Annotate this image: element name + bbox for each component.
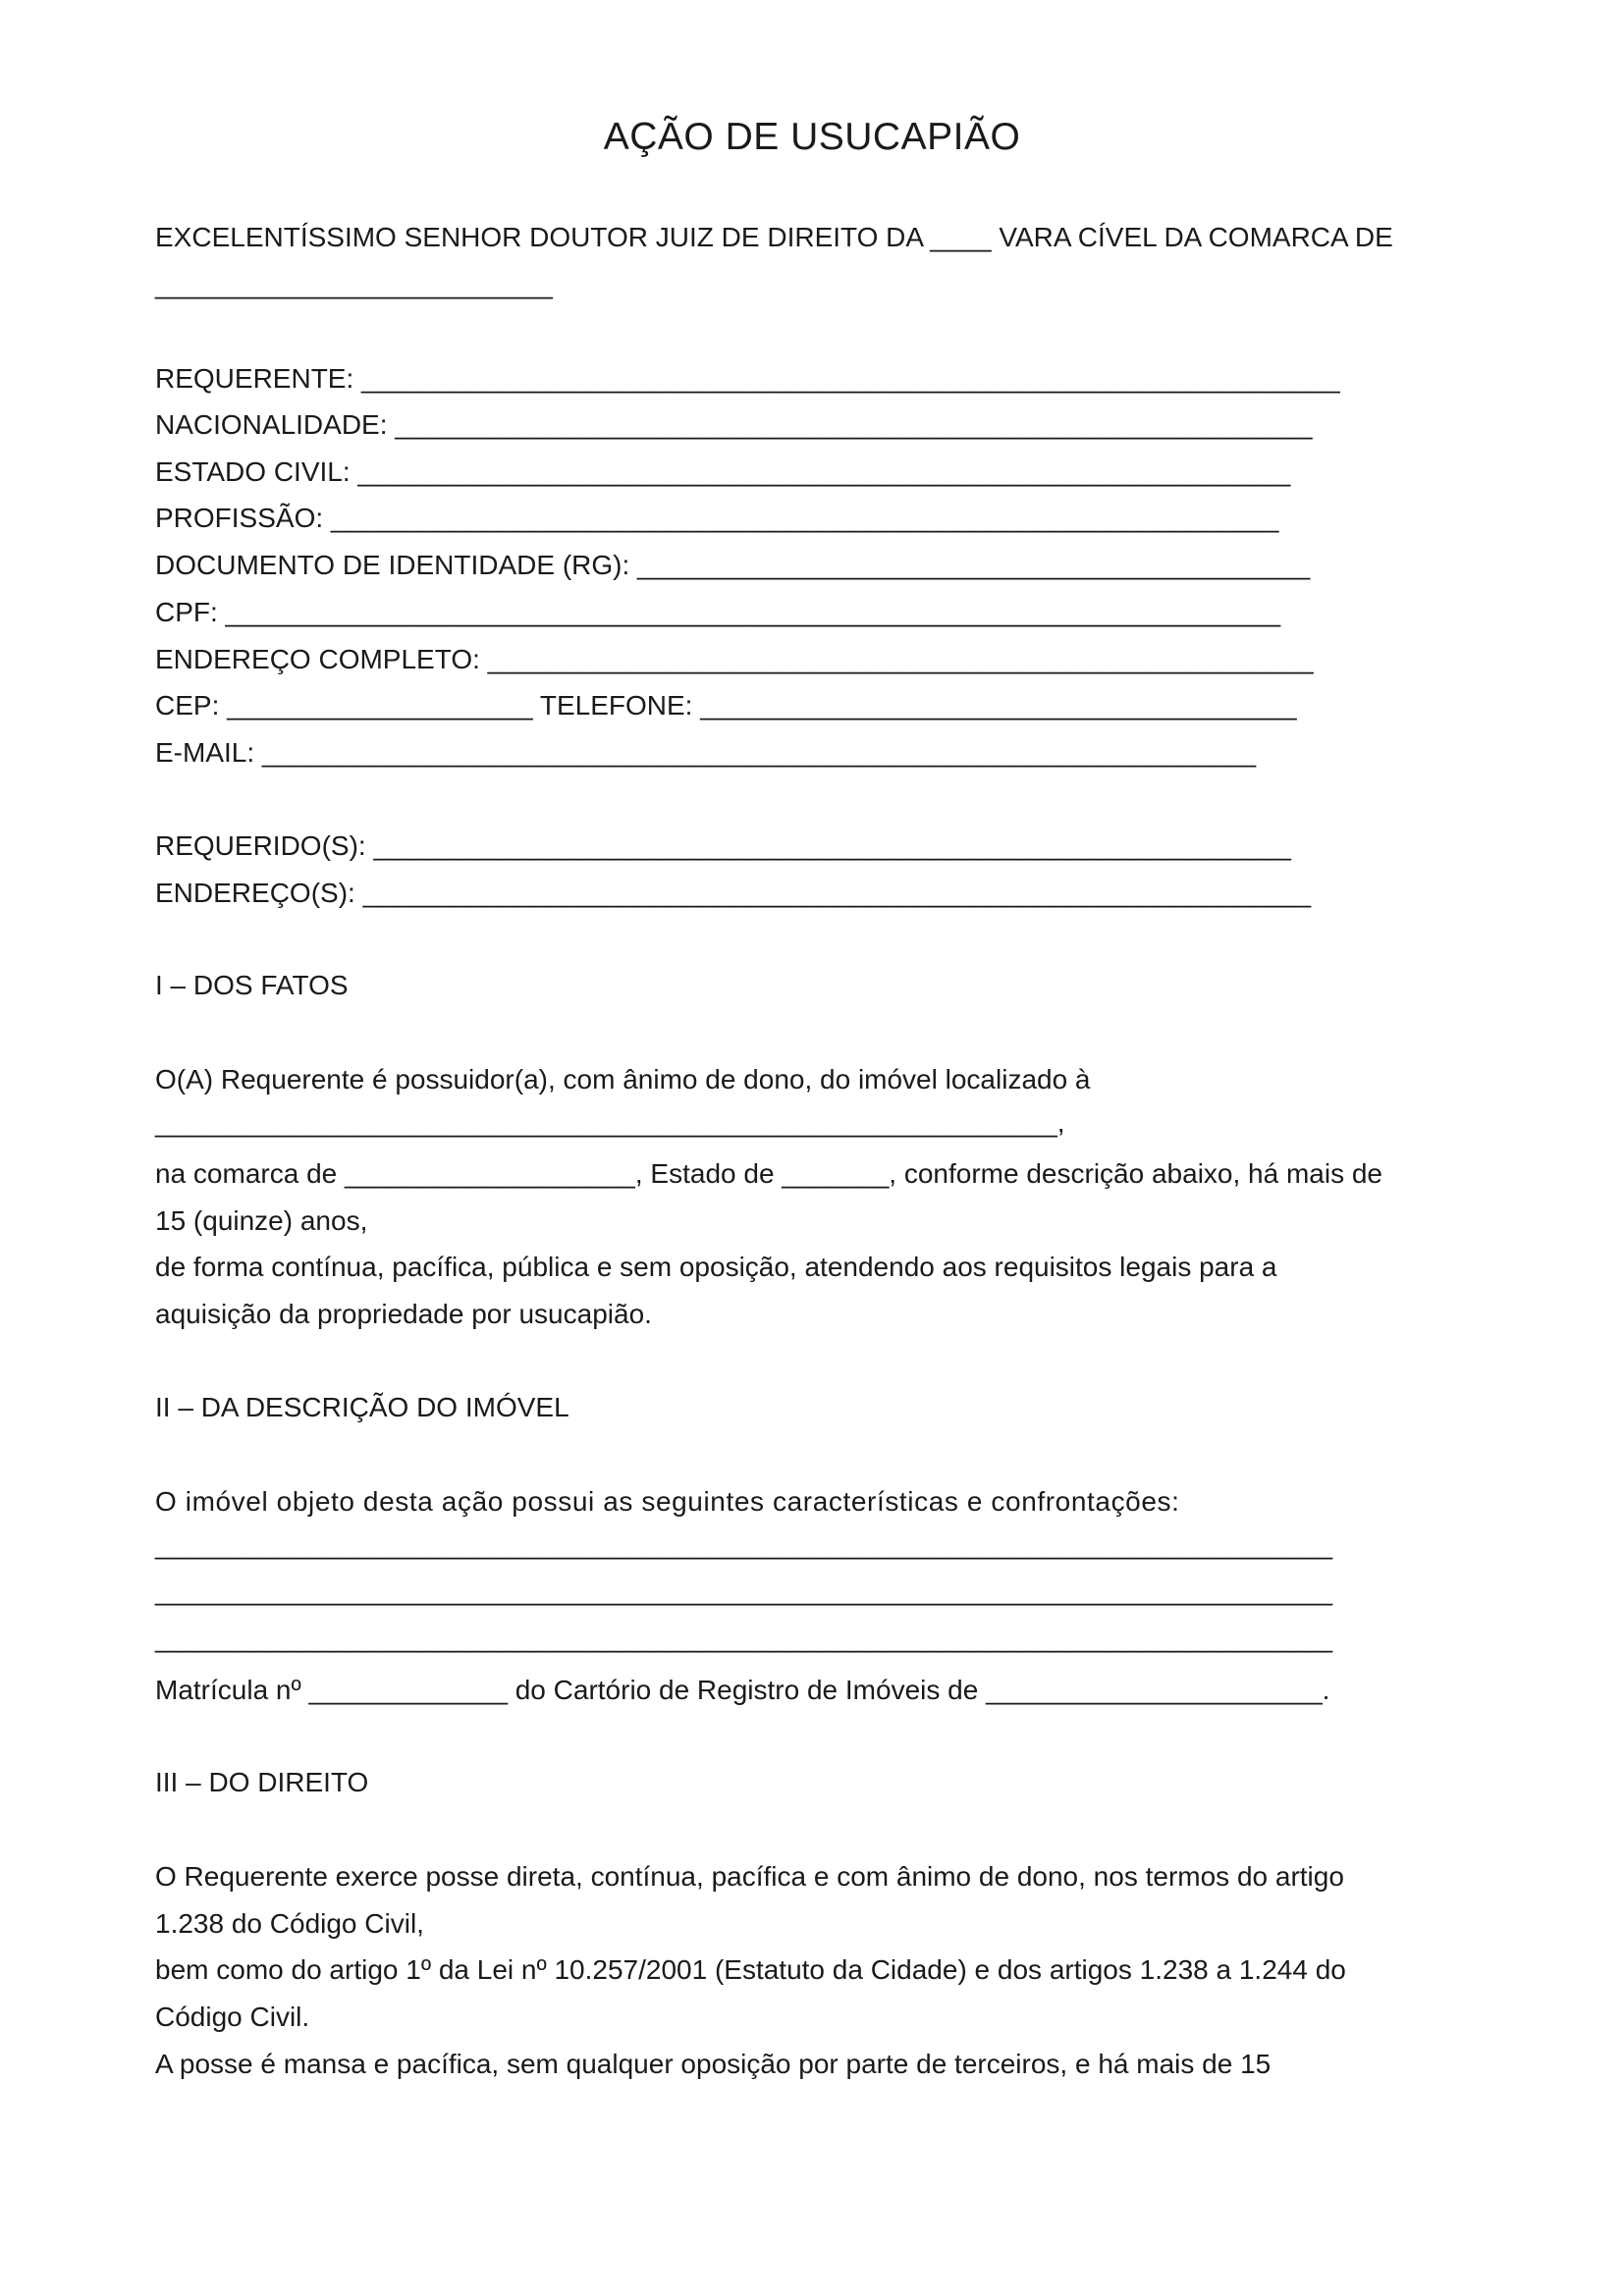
section-heading-descricao: II – DA DESCRIÇÃO DO IMÓVEL (155, 1392, 569, 1422)
field-requerido: REQUERIDO(S): ____________________________________________________________ (155, 830, 1291, 861)
field-endereco-requerido: ENDEREÇO(S): ______________________________________________________________ (155, 878, 1312, 908)
paragraph-line: de forma contínua, pacífica, pública e sem oposição, atendendo aos requisitos legais para a (155, 1252, 1277, 1282)
section-heading-direito: III – DO DIREITO (155, 1767, 369, 1797)
paragraph-line: Código Civil. (155, 2002, 310, 2032)
blank-line: _____________________________________________________________________________ (155, 1623, 1333, 1653)
address-line: EXCELENTÍSSIMO SENHOR DOUTOR JUIZ DE DIREITO DA ____ VARA CÍVEL DA COMARCA DE (155, 222, 1393, 252)
field-estado-civil: ESTADO CIVIL: _____________________________________________________________ (155, 456, 1291, 487)
field-email: E-MAIL: _________________________________________________________________ (155, 737, 1257, 768)
field-cpf: CPF: _____________________________________________________________________ (155, 597, 1281, 627)
field-requerente: REQUERENTE: ________________________________________________________________ (155, 363, 1340, 394)
field-cep-telefone: CEP: ____________________ TELEFONE: _______________________________________ (155, 690, 1297, 721)
paragraph-line: 1.238 do Código Civil, (155, 1908, 424, 1939)
matricula-line: Matrícula nº _____________ do Cartório de Registro de Imóveis de ______________________. (155, 1675, 1330, 1705)
field-profissao: PROFISSÃO: ______________________________________________________________ (155, 503, 1279, 533)
blank-line: _____________________________________________________________________________ (155, 1575, 1333, 1606)
paragraph-line: O(A) Requerente é possuidor(a), com ânimo de dono, do imóvel localizado à (155, 1064, 1091, 1095)
paragraph-line: ___________________________________________________________, (155, 1107, 1065, 1138)
field-rg: DOCUMENTO DE IDENTIDADE (RG): ____________________________________________ (155, 550, 1311, 580)
address-blank-line: __________________________ (155, 269, 553, 299)
section-heading-fatos: I – DOS FATOS (155, 970, 349, 1000)
paragraph-line: O imóvel objeto desta ação possui as seguintes características e confrontações: (155, 1486, 1180, 1517)
paragraph-line: na comarca de ___________________, Estado de _______, conforme descrição abaixo, há mais de (155, 1158, 1383, 1189)
paragraph-line: A posse é mansa e pacífica, sem qualquer oposição por parte de terceiros, e há mais de 15 (155, 2049, 1272, 2079)
paragraph-line: 15 (quinze) anos, (155, 1205, 368, 1236)
paragraph-line: bem como do artigo 1º da Lei nº 10.257/2001 (Estatuto da Cidade) e dos artigos 1.238 a 1.244 do (155, 1954, 1346, 1985)
paragraph-line: aquisição da propriedade por usucapião. (155, 1299, 652, 1329)
field-endereco-completo: ENDEREÇO COMPLETO: ______________________________________________________ (155, 644, 1314, 674)
document-title: AÇÃO DE USUCAPIÃO (603, 116, 1021, 158)
blank-line: _____________________________________________________________________________ (155, 1529, 1333, 1560)
paragraph-line: O Requerente exerce posse direta, contínua, pacífica e com ânimo de dono, nos termos do artigo (155, 1861, 1344, 1892)
field-nacionalidade: NACIONALIDADE: ____________________________________________________________ (155, 409, 1313, 440)
